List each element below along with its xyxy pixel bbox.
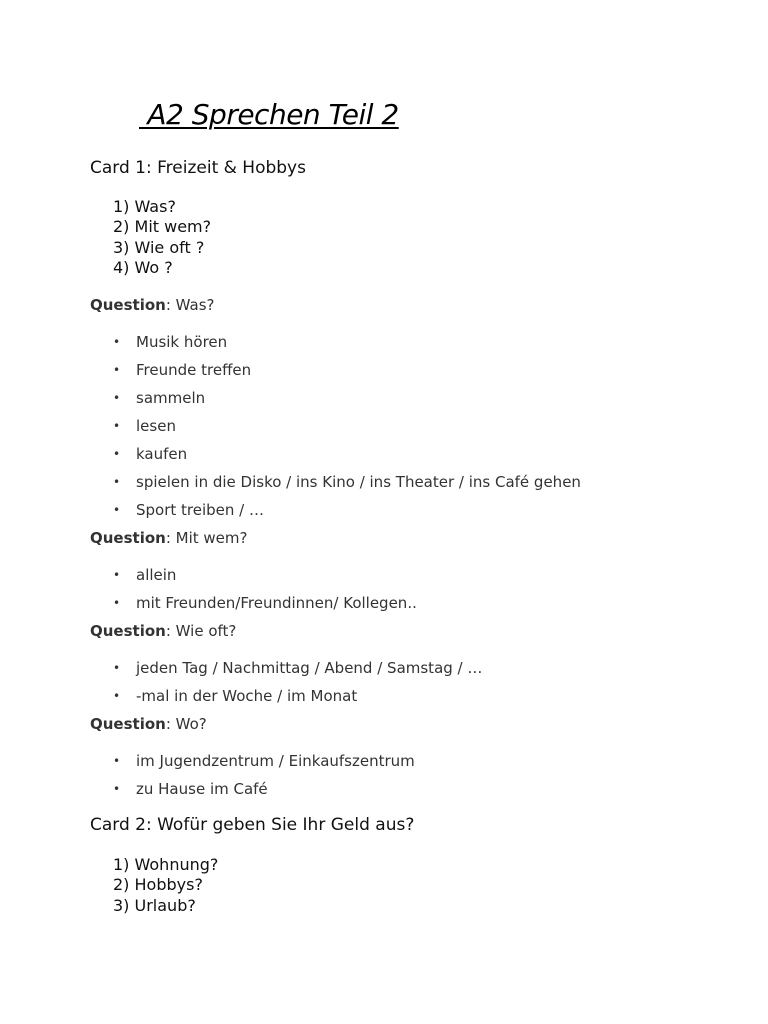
bullet-list-wo: [90, 747, 415, 803]
card-1-numbered-list: [113, 197, 211, 278]
question-text: : Wo?: [165, 715, 207, 733]
question-was: [90, 296, 215, 314]
list-item: • Sport treiben / …: [90, 496, 581, 524]
numbered-item: 1) Wohnung?: [113, 855, 219, 874]
question-label: Question: [90, 715, 166, 733]
bullet-icon: •: [113, 447, 121, 461]
list-item: • spielen in die Disko / ins Kino / ins Theater / ins Café gehen: [90, 468, 581, 496]
page-title: A2 Sprechen Teil 2: [139, 98, 399, 131]
question-mit-wem: [90, 529, 247, 547]
numbered-item: 2) Mit wem?: [113, 217, 212, 237]
list-item: • allein: [90, 561, 417, 589]
question-text: : Was?: [165, 296, 215, 314]
list-item: • Freunde treffen: [90, 356, 581, 384]
question-label: Question: [90, 296, 166, 314]
bullet-list-wie-oft: [90, 654, 482, 710]
bullet-icon: •: [113, 503, 121, 517]
numbered-item: 3) Urlaub?: [113, 895, 196, 915]
bullet-icon: •: [113, 754, 121, 768]
list-item: • im Jugendzentrum / Einkaufszentrum: [90, 747, 415, 775]
bullet-list-was: [90, 328, 581, 524]
list-item: • zu Hause im Café: [90, 775, 415, 803]
bullet-icon: •: [113, 363, 121, 377]
list-item: • sammeln: [90, 384, 581, 412]
question-label: Question: [90, 622, 166, 640]
bullet-list-mit-wem: [90, 561, 417, 617]
question-wo: [90, 715, 207, 733]
bullet-icon: •: [113, 475, 121, 489]
bullet-icon: •: [113, 782, 121, 796]
list-item: • -mal in der Woche / im Monat: [90, 682, 482, 710]
numbered-item: 2) Hobbys?: [113, 875, 203, 895]
list-item: • kaufen: [90, 440, 581, 468]
bullet-icon: •: [113, 689, 121, 703]
bullet-icon: •: [113, 419, 121, 433]
bullet-icon: •: [113, 596, 121, 610]
bullet-icon: •: [113, 568, 121, 582]
question-label: Question: [90, 529, 166, 547]
list-item: • jeden Tag / Nachmittag / Abend / Samstag / …: [90, 654, 482, 682]
question-text: : Mit wem?: [165, 529, 248, 547]
list-item: • mit Freunden/Freundinnen/ Kollegen..: [90, 589, 417, 617]
list-item: • Musik hören: [90, 328, 581, 356]
card-2-numbered-list: [113, 855, 218, 916]
question-wie-oft: [90, 622, 236, 640]
bullet-icon: •: [113, 661, 121, 675]
bullet-icon: •: [113, 391, 121, 405]
card-1-heading: Card 1: Freizeit & Hobbys: [90, 158, 306, 178]
numbered-item: 1) Was?: [113, 197, 176, 216]
bullet-icon: •: [113, 335, 121, 349]
numbered-item: 3) Wie oft ?: [113, 237, 205, 257]
question-text: : Wie oft?: [165, 622, 237, 640]
card-2-heading: Card 2: Wofür geben Sie Ihr Geld aus?: [90, 815, 415, 835]
list-item: • lesen: [90, 412, 581, 440]
numbered-item: 4) Wo ?: [113, 257, 173, 277]
